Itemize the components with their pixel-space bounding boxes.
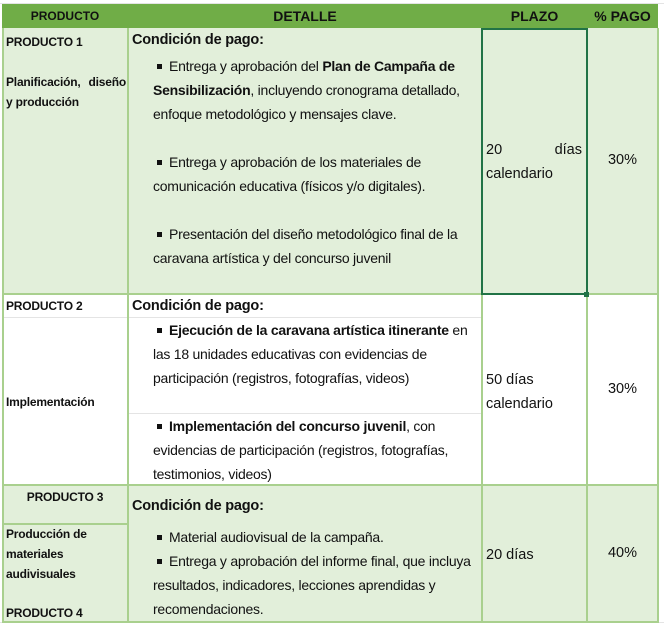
gridline	[4, 317, 127, 318]
text-bold: Ejecución de la caravana artística itinerante	[169, 322, 449, 338]
bullet-icon	[157, 160, 162, 165]
fill-handle[interactable]	[584, 292, 589, 297]
condicion-3: Condición de pago:	[132, 498, 264, 514]
producto-1-label: PRODUCTO 1	[6, 35, 83, 49]
bullet-1-3	[153, 222, 483, 270]
producto-3-desc: Producción de materiales audivisuales	[6, 527, 87, 581]
header-pago: % PAGO	[587, 4, 658, 28]
plazo-3: 20 días	[486, 547, 534, 563]
bullet-2-2	[153, 414, 483, 486]
border	[657, 28, 659, 623]
header-producto: PRODUCTO	[2, 4, 128, 28]
text-bold: Plan de Campaña de Sensibilización	[153, 58, 455, 98]
bullet-2-1	[153, 318, 483, 390]
bullet-icon	[157, 559, 162, 564]
text-bold: Implementación del concurso juvenil	[169, 418, 407, 434]
header-detalle: DETALLE	[128, 4, 482, 28]
text: Material audiovisual de la campaña.	[169, 529, 384, 545]
bullet-1-2	[153, 150, 483, 198]
producto-4-label: PRODUCTO 4	[6, 606, 83, 620]
producto-3-label: PRODUCTO 3	[26, 490, 104, 504]
bullet-3-2	[153, 549, 483, 621]
bullet-icon	[157, 424, 162, 429]
pago-3: 40%	[607, 545, 638, 561]
text: Presentación del diseño metodológico final de la caravana artística y del concurso juvenil	[153, 226, 458, 266]
producto-1-desc: Planificación, diseño y producción	[6, 75, 126, 109]
plazo-1: 20 días calendario	[486, 142, 582, 182]
bullet-icon	[157, 535, 162, 540]
text: , incluyendo cronograma detallado, enfoque metodológico y mensajes clave.	[153, 82, 460, 122]
border	[2, 621, 659, 623]
border	[2, 28, 4, 623]
text: Entrega y aprobación del informe final, que incluya resultados, indicadores, lecciones aprendidas y recomendaciones.	[153, 553, 471, 617]
bullet-icon	[157, 64, 162, 69]
text: Entrega y aprobación del	[169, 58, 323, 74]
condicion-1: Condición de pago:	[132, 32, 264, 48]
pago-2: 30%	[607, 381, 638, 397]
border	[127, 28, 129, 623]
pago-1: 30%	[607, 152, 638, 168]
bullet-icon	[157, 232, 162, 237]
plazo-2: 50 días calendario	[486, 372, 553, 412]
bullet-1-1	[153, 54, 483, 126]
bullet-icon	[157, 328, 162, 333]
producto-2-desc: Implementación	[6, 395, 95, 409]
text: en las 18 unidades educativas con evidencias de participación (registros, fotografías, videos)	[153, 322, 468, 386]
header-plazo: PLAZO	[482, 4, 587, 28]
producto-2-label: PRODUCTO 2	[6, 299, 83, 313]
bullet-3-1	[153, 525, 483, 549]
text: , con evidencias de participación (registros, fotografías, testimonios, videos)	[153, 418, 449, 482]
text: Entrega y aprobación de los materiales de comunicación educativa (físicos y/o digitales).	[153, 154, 426, 194]
condicion-2: Condición de pago:	[132, 298, 264, 314]
